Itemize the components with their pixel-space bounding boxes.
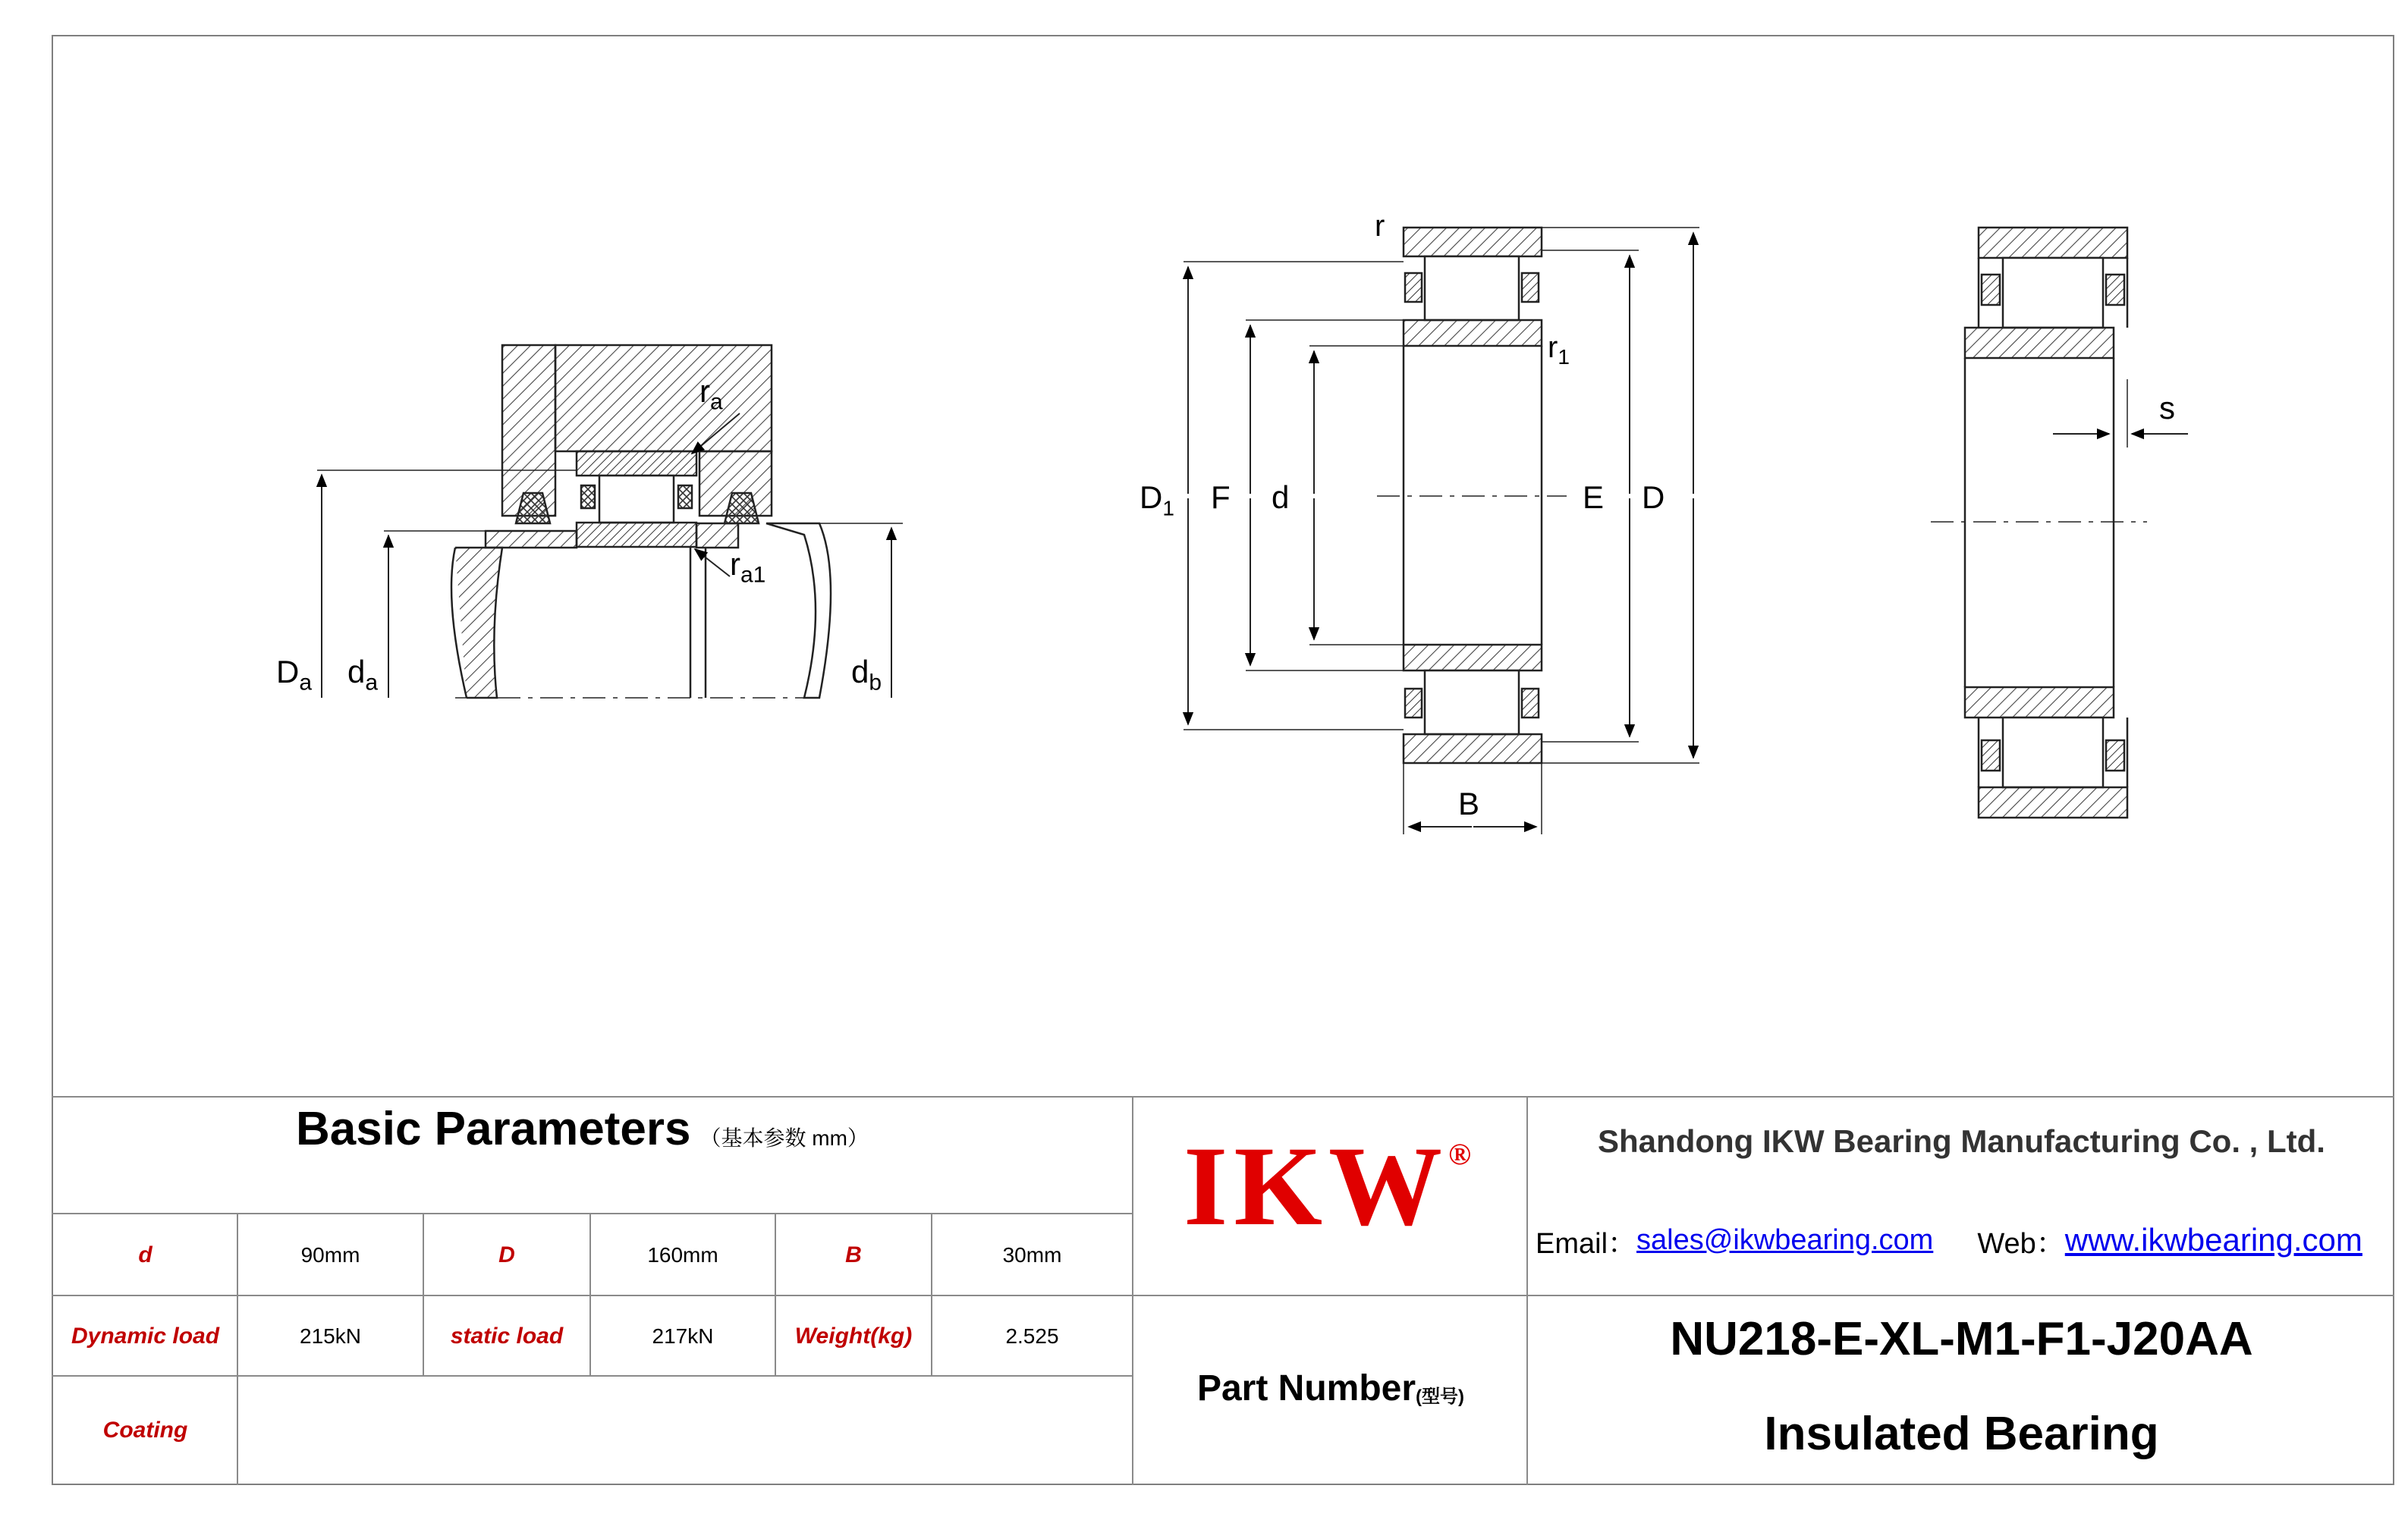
- side-inner-ring-bottom: [1965, 687, 2114, 718]
- param-label-dynamic-load: Dynamic load: [71, 1324, 220, 1349]
- contact-line: [1536, 1214, 2362, 1267]
- label-E: E: [1583, 479, 1605, 515]
- label-s: s: [2159, 390, 2175, 426]
- outer-ring-top: [1404, 228, 1542, 256]
- mount-outer-ring: [577, 451, 696, 476]
- mount-inner-ring: [577, 523, 696, 547]
- label-D1: $D_1$: [1140, 479, 1174, 520]
- section-view: [1184, 228, 1699, 834]
- param-label-weight: Weight(kg): [794, 1324, 913, 1349]
- param-value-static-load: 217kN: [652, 1324, 714, 1348]
- cage-top-right: [1522, 273, 1539, 302]
- param-value-coating: [237, 1377, 1133, 1484]
- ikw-logo: IKW ®: [1184, 1123, 1471, 1249]
- side-outer-ring-top: [1979, 228, 2127, 258]
- label-ra1: $r_{a1}$: [730, 546, 766, 588]
- email-label: Email：: [1536, 1227, 1637, 1260]
- mount-roller: [599, 476, 674, 523]
- inner-ring-top: [1404, 320, 1542, 346]
- param-label-coating: Coating: [102, 1418, 188, 1443]
- side-cage-top-left: [1982, 275, 2000, 305]
- company-name: Shandong IKW Bearing Manufacturing Co. , Ltd.: [1598, 1123, 2325, 1159]
- label-da: $d_a$: [347, 654, 379, 696]
- inner-ring-bottom: [1404, 645, 1542, 670]
- cage-bottom-left: [1405, 689, 1422, 718]
- roller-top: [1425, 256, 1519, 320]
- cage-top-left: [1405, 273, 1422, 302]
- roller-bottom: [1425, 670, 1519, 734]
- label-D: D: [1642, 479, 1665, 515]
- label-B: B: [1458, 786, 1480, 821]
- web-link[interactable]: www.ikwbearing.com: [2064, 1222, 2362, 1258]
- side-roller-bottom: [2003, 718, 2103, 787]
- param-label-static-load: static load: [450, 1324, 564, 1349]
- cage-bottom-right: [1522, 689, 1539, 718]
- params-title: Basic Parameters （基本参数 mm）: [296, 1102, 869, 1155]
- housing-wall-top: [555, 345, 772, 451]
- param-value-weight: 2.525: [1005, 1324, 1059, 1348]
- side-cage-bottom-right: [2106, 740, 2124, 771]
- part-number-value: NU218-E-XL-M1-F1-J20AA: [1670, 1312, 2253, 1365]
- label-F: F: [1211, 479, 1231, 515]
- side-cage-top-right: [2106, 275, 2124, 305]
- label-ra: $r_a$: [699, 373, 723, 415]
- param-label-D: D: [498, 1242, 515, 1267]
- label-d: d: [1272, 479, 1290, 515]
- mount-cage-right: [678, 485, 692, 508]
- param-value-dynamic-load: 215kN: [300, 1324, 361, 1348]
- part-number-label: Part Number (型号): [1196, 1368, 1465, 1409]
- side-view: [1931, 228, 2188, 818]
- label-r: r: [1375, 209, 1385, 243]
- spacer-ring: [486, 531, 577, 548]
- label-r1: $r_1$: [1548, 331, 1570, 369]
- side-outer-ring-bottom: [1979, 787, 2127, 818]
- shaft-right: [766, 523, 831, 698]
- label-Da: $D_a$: [276, 654, 313, 696]
- shaft-shoulder: [696, 523, 738, 548]
- param-value-d: 90mm: [300, 1243, 360, 1267]
- mounting-drawing: [317, 345, 903, 698]
- param-label-B: B: [845, 1242, 862, 1267]
- param-label-d: d: [138, 1242, 152, 1267]
- param-value-B: 30mm: [1002, 1243, 1062, 1267]
- email-link[interactable]: sales@ikwbearing.com: [1636, 1223, 1934, 1256]
- product-type: Insulated Bearing: [1764, 1407, 2159, 1460]
- label-db: $d_b$: [851, 654, 882, 696]
- side-roller-top: [2003, 258, 2103, 328]
- outer-ring-bottom: [1404, 734, 1542, 763]
- param-value-D: 160mm: [647, 1243, 718, 1267]
- side-inner-ring-top: [1965, 328, 2114, 358]
- side-cage-bottom-left: [1982, 740, 2000, 771]
- mount-cage-left: [581, 485, 595, 508]
- web-label: Web：: [1977, 1227, 2065, 1260]
- housing-wall-left: [502, 345, 555, 516]
